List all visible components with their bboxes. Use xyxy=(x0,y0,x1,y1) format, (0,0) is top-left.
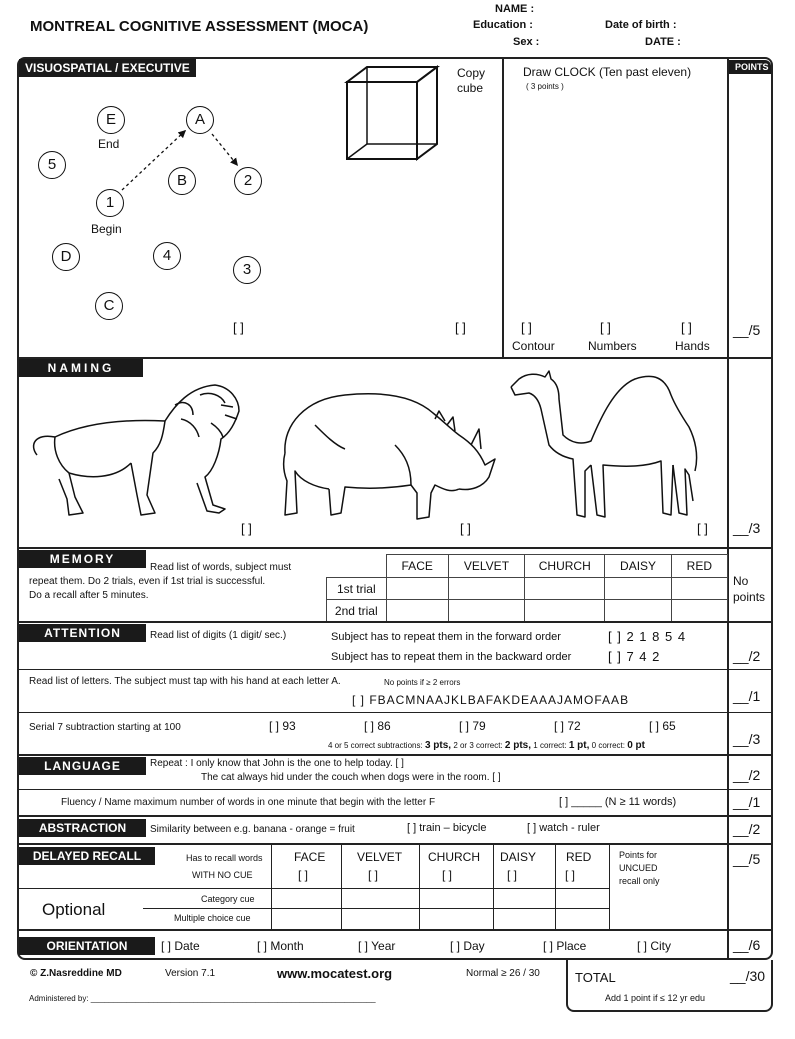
orientation-day[interactable]: [ ] Day xyxy=(450,939,485,953)
administered-by[interactable]: Administered by: ________________________________________________________________ xyxy=(29,994,376,1003)
trail-end-label: End xyxy=(98,137,120,151)
memory-trial-1-cell[interactable] xyxy=(525,578,605,600)
recall-word-velvet: VELVET xyxy=(357,850,403,864)
recall-word-face: FACE xyxy=(294,850,326,864)
hands-label: Hands xyxy=(675,339,710,353)
website-link[interactable]: www.mocatest.org xyxy=(277,966,393,981)
serial-scoring-7: 0 correct: xyxy=(591,741,625,750)
sex-label: Sex : xyxy=(513,36,540,48)
contour-bracket[interactable]: [ ] xyxy=(521,320,532,335)
language-header: LANGUAGE xyxy=(19,757,146,775)
orientation-year[interactable]: [ ] Year xyxy=(358,939,396,953)
trail-node-1: 1 xyxy=(96,189,124,217)
points-note-3: recall only xyxy=(619,876,660,886)
memory-word-face: FACE xyxy=(386,555,448,578)
memory-word-table xyxy=(326,554,728,622)
version-text: Version 7.1 xyxy=(165,968,216,979)
normal-range: Normal ≥ 26 / 30 xyxy=(466,968,540,979)
memory-header: MEMORY xyxy=(19,550,146,568)
has-to-recall-label: Has to recall words xyxy=(186,853,263,863)
recall-divider xyxy=(17,888,143,889)
orientation-city[interactable]: [ ] City xyxy=(637,939,672,953)
abstraction-header: ABSTRACTION xyxy=(19,819,146,837)
trail-node-b: B xyxy=(168,167,196,195)
memory-word-velvet: VELVET xyxy=(448,555,524,578)
name-label: NAME : xyxy=(495,3,535,15)
serial-score: __/3 xyxy=(733,731,761,747)
cube-drawing xyxy=(340,60,450,170)
recall-bracket-red[interactable]: [ ] xyxy=(565,868,576,882)
attention-bottom-line xyxy=(17,754,773,756)
delayed-recall-score: __/5 xyxy=(733,851,761,867)
recall-bracket-face[interactable]: [ ] xyxy=(298,868,309,882)
total-label: TOTAL xyxy=(575,970,616,985)
copy-cube-label-1: Copy xyxy=(457,66,486,80)
trail-node-c: C xyxy=(95,292,123,320)
cube-bracket[interactable]: [ ] xyxy=(455,320,466,335)
points-note-2: UNCUED xyxy=(619,863,658,873)
multiple-choice-cue-label: Multiple choice cue xyxy=(174,913,251,923)
digits-bottom-line xyxy=(17,669,773,670)
trail-node-2: 2 xyxy=(234,167,262,195)
recall-word-daisy: DAISY xyxy=(500,850,537,864)
page-title: MONTREAL COGNITIVE ASSESSMENT (MOCA) xyxy=(30,18,369,35)
fluency-instruction: Fluency / Name maximum number of words in one minute that begin with the letter F xyxy=(61,797,436,808)
letters-sequence[interactable]: [ ] FBACMNAAJKLBAFAKDEAAAJAMOFAAB xyxy=(352,693,630,707)
repeat-score: __/2 xyxy=(733,767,761,783)
serial-scoring-6: 1 pt, xyxy=(568,740,590,751)
clock-divider xyxy=(502,57,504,359)
trail-node-5: 5 xyxy=(38,151,66,179)
serial-scoring xyxy=(328,740,645,751)
memory-bottom-line xyxy=(17,621,773,623)
memory-trial-2-cell[interactable] xyxy=(448,600,524,622)
attention-header: ATTENTION xyxy=(19,624,146,642)
orientation-place[interactable]: [ ] Place xyxy=(543,939,587,953)
digits-score: __/2 xyxy=(733,648,761,664)
serial-scoring-1: 4 or 5 correct subtractions: xyxy=(328,741,423,750)
repeat-sentence-2[interactable]: The cat always hid under the couch when dogs were in the room. [ ] xyxy=(201,772,501,783)
date-label: DATE : xyxy=(645,36,681,48)
memory-word-red: RED xyxy=(671,555,727,578)
category-cue-label: Category cue xyxy=(201,894,255,904)
repeat-sentence-1[interactable]: Repeat : I only know that John is the one to help today. [ ] xyxy=(150,758,404,769)
contour-label: Contour xyxy=(512,339,555,353)
memory-no-points-1: No xyxy=(733,574,749,588)
trail-bracket[interactable]: [ ] xyxy=(233,320,244,335)
memory-trial-1-cell[interactable] xyxy=(386,578,448,600)
hands-bracket[interactable]: [ ] xyxy=(681,320,692,335)
memory-trial-2-cell[interactable] xyxy=(605,600,671,622)
memory-word-daisy: DAISY xyxy=(605,555,671,578)
digits-instruction: Read list of digits (1 digit/ sec.) xyxy=(150,630,287,641)
letters-note: No points if ≥ 2 errors xyxy=(384,678,461,687)
forward-digits[interactable]: [ ] 2 1 8 5 4 xyxy=(608,629,687,644)
add-point-note: Add 1 point if ≤ 12 yr edu xyxy=(605,993,706,1003)
numbers-label: Numbers xyxy=(588,339,637,353)
copyright-text: © Z.Nasreddine MD xyxy=(30,968,122,979)
optional-label: Optional xyxy=(42,900,106,919)
trail-node-e: E xyxy=(97,106,125,134)
camel-image xyxy=(505,365,705,525)
language-bottom-line xyxy=(17,815,773,817)
memory-word-church: CHURCH xyxy=(525,555,605,578)
delayed-recall-header: DELAYED RECALL xyxy=(19,847,155,865)
orientation-header: ORIENTATION xyxy=(19,937,155,955)
serial-72[interactable]: [ ] 72 xyxy=(554,719,581,733)
memory-no-points-2: points xyxy=(733,590,766,604)
delayed-recall-bottom-line xyxy=(17,929,773,931)
trail-node-d: D xyxy=(52,243,80,271)
trail-node-a: A xyxy=(186,106,214,134)
serial-scoring-5: 1 correct: xyxy=(533,741,567,750)
rhinoceros-image xyxy=(275,385,500,525)
memory-trial-2-cell[interactable] xyxy=(525,600,605,622)
points-column-divider xyxy=(727,57,729,960)
serial-instruction: Serial 7 subtraction starting at 100 xyxy=(29,722,181,733)
memory-instructions-3: Do a recall after 5 minutes. xyxy=(29,590,149,601)
recall-bracket-daisy[interactable]: [ ] xyxy=(507,868,518,882)
total-score: __/30 xyxy=(730,968,766,984)
visuospatial-header: VISUOSPATIAL / EXECUTIVE xyxy=(19,59,196,77)
memory-trial-2-cell[interactable] xyxy=(386,600,448,622)
education-label: Education : xyxy=(473,19,533,31)
fluency-bracket[interactable]: [ ] _____ (N ≥ 11 words) xyxy=(559,796,677,808)
trail-node-4: 4 xyxy=(153,242,181,270)
memory-instructions-1: Read list of words, subject must xyxy=(150,562,292,573)
abstraction-train-bicycle[interactable]: [ ] train – bicycle xyxy=(407,822,487,834)
backward-instruction: Subject has to repeat them in the backward order xyxy=(331,651,572,663)
abstraction-watch-ruler[interactable]: [ ] watch - ruler xyxy=(527,822,600,834)
with-no-cue-label: WITH NO CUE xyxy=(192,870,253,880)
visuospatial-score: __/5 xyxy=(733,322,761,338)
naming-lion-bracket[interactable]: [ ] xyxy=(241,521,252,536)
letters-bottom-line xyxy=(17,712,773,713)
recall-bracket-church[interactable]: [ ] xyxy=(442,868,453,882)
dob-label: Date of birth : xyxy=(605,19,677,31)
memory-trial-1-cell[interactable] xyxy=(448,578,524,600)
points-header: POINTS xyxy=(729,60,771,74)
naming-score: __/3 xyxy=(733,520,761,536)
clock-instruction: Draw CLOCK (Ten past eleven) xyxy=(523,65,692,79)
lion-image xyxy=(25,375,245,520)
orientation-score: __/6 xyxy=(733,937,761,953)
naming-header: NAMING xyxy=(19,359,143,377)
arrow-a-to-2 xyxy=(212,134,238,166)
memory-trial-1-cell[interactable] xyxy=(605,578,671,600)
naming-camel-bracket[interactable]: [ ] xyxy=(697,521,708,536)
memory-trial-2-cell[interactable] xyxy=(671,600,727,622)
recall-word-red: RED xyxy=(566,850,592,864)
forward-instruction: Subject has to repeat them in the forward order xyxy=(331,631,561,643)
repeat-bottom-line xyxy=(17,789,773,790)
clock-points-note: ( 3 points ) xyxy=(526,82,564,91)
orientation-month[interactable]: [ ] Month xyxy=(257,939,304,953)
backward-digits[interactable]: [ ] 7 4 2 xyxy=(608,649,661,664)
naming-rhino-bracket[interactable]: [ ] xyxy=(460,521,471,536)
memory-trial-2-label: 2nd trial xyxy=(327,600,387,622)
serial-86[interactable]: [ ] 86 xyxy=(364,719,391,733)
orientation-date[interactable]: [ ] Date xyxy=(161,939,200,953)
serial-scoring-3: 2 or 3 correct: xyxy=(453,741,503,750)
recall-bracket-velvet[interactable]: [ ] xyxy=(368,868,379,882)
abstraction-score: __/2 xyxy=(733,821,761,837)
memory-trial-1-label: 1st trial xyxy=(327,578,387,600)
letters-score: __/1 xyxy=(733,688,761,704)
serial-scoring-4: 2 pts, xyxy=(504,740,532,751)
memory-trial-1-cell[interactable] xyxy=(671,578,727,600)
serial-scoring-2: 3 pts, xyxy=(424,740,452,751)
numbers-bracket[interactable]: [ ] xyxy=(600,320,611,335)
letters-instruction: Read list of letters. The subject must tap with his hand at each letter A. xyxy=(29,676,341,687)
trail-node-3: 3 xyxy=(233,256,261,284)
serial-79[interactable]: [ ] 79 xyxy=(459,719,486,733)
abstraction-example: Similarity between e.g. banana - orange = fruit xyxy=(150,824,355,835)
recall-word-church: CHURCH xyxy=(428,850,480,864)
copy-cube-label-2: cube xyxy=(457,81,484,95)
memory-instructions-2: repeat them. Do 2 trials, even if 1st trial is successful. xyxy=(29,576,266,587)
serial-93[interactable]: [ ] 93 xyxy=(269,719,296,733)
trail-begin-label: Begin xyxy=(91,222,122,236)
serial-65[interactable]: [ ] 65 xyxy=(649,719,676,733)
fluency-score: __/1 xyxy=(733,794,761,810)
naming-bottom-line xyxy=(17,547,773,549)
points-note-1: Points for xyxy=(619,850,658,860)
serial-scoring-8: 0 pt xyxy=(627,740,645,751)
